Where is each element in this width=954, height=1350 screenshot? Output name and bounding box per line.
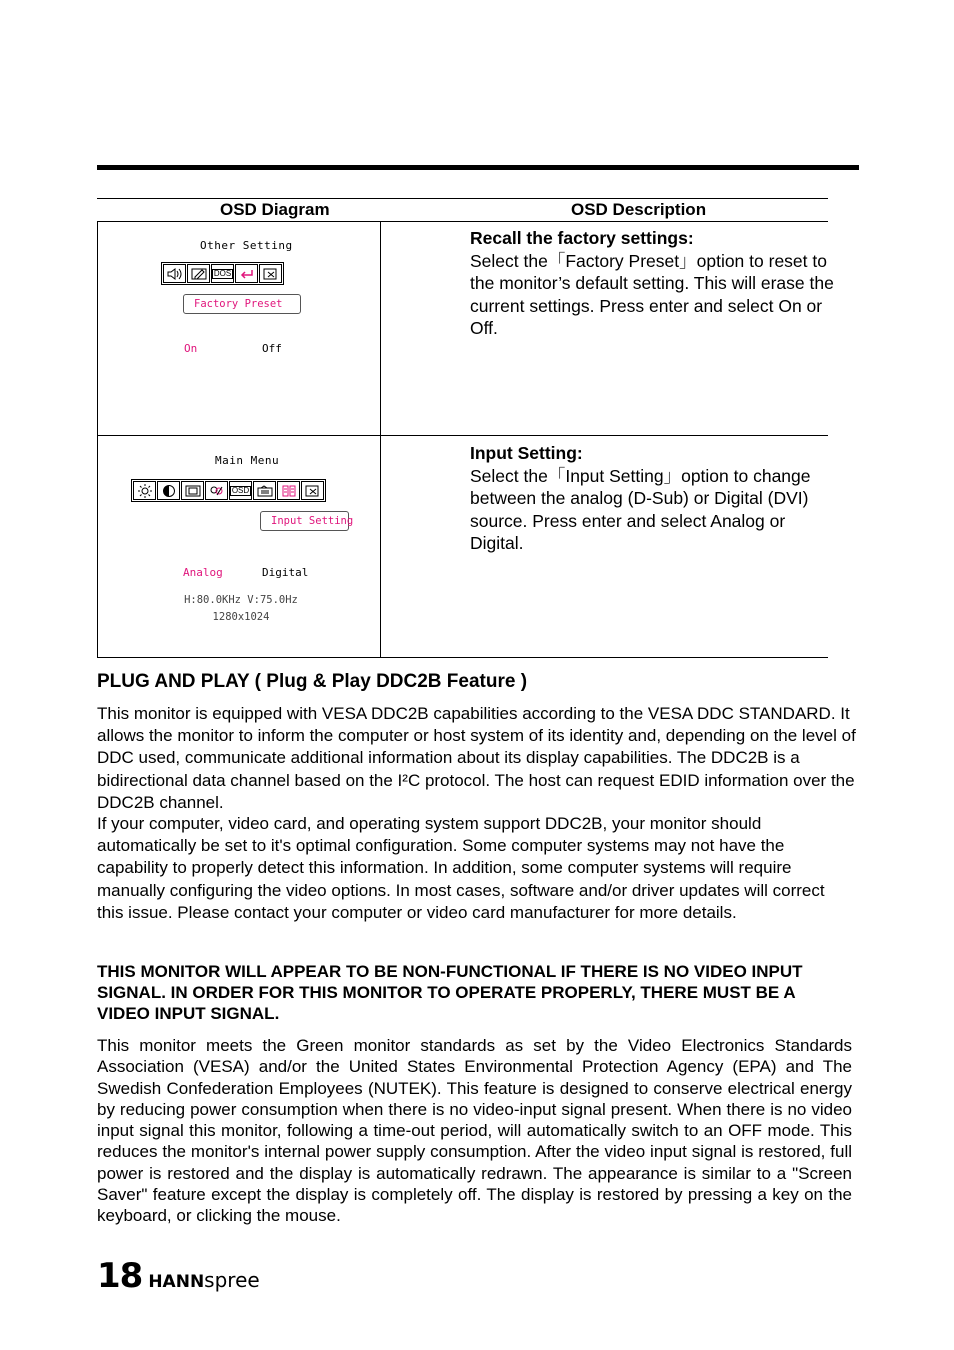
- osd-icon-bar: [161, 262, 284, 285]
- header-osd-description: OSD Description: [571, 200, 707, 219]
- desc-text: Select the「Input Setting」option to change between the analog (D-Sub) or Digital (DVI) source. Press enter and select Analog or Digital.: [470, 465, 811, 553]
- geometry-icon: [181, 481, 204, 500]
- osd-icon-bar: [131, 479, 326, 502]
- header-osd-diagram: OSD Diagram: [220, 200, 330, 219]
- brightness-icon: [133, 481, 156, 500]
- page-footer: [97, 1256, 260, 1296]
- osd-diagram-main-menu: [97, 436, 381, 657]
- exit-icon: [259, 264, 282, 283]
- frequency-readout: H:80.0KHz V:75.0Hz: [184, 594, 298, 606]
- input-icon: [277, 481, 300, 500]
- desc-factory-preset: [470, 227, 840, 340]
- osd-diagram-other-setting: [97, 221, 381, 435]
- osd-icon: OSD: [229, 481, 252, 500]
- submenu-factory-preset: Factory Preset: [183, 294, 301, 314]
- paragraph-ddc2b: This monitor is equipped with VESA DDC2B capabilities according to the VESA DDC STANDARD. It allows the monitor to inform the computer or host system of its identity and, depending on the level of DDC used, communicate additional information about its display capabilities. The DDC2B is a bidirectional data channel based on the I²C protocol. The host can request EDID information over the DDC2B channel.: [97, 704, 856, 812]
- color-icon: [205, 481, 228, 500]
- option-digital: Digital: [262, 566, 309, 579]
- paragraph-ddc2b-support: If your computer, video card, and operating system support DDC2B, your monitor should automatically be set to it's optimal configuration. Some computer systems may not have the capability to properly detect this information. In addition, some computer systems will require manually configuring the video options. In most cases, software and/or driver updates will correct this issue. Please contact your computer or video card manufacturer for more details.: [97, 814, 825, 922]
- return-icon: [235, 264, 258, 283]
- brand-logo-bold: HANN: [148, 1272, 205, 1292]
- resolution-readout: 1280x1024: [212, 611, 270, 623]
- desc-title: Input Setting:: [470, 443, 583, 463]
- submenu-input-setting: Input Setting: [260, 511, 349, 531]
- contrast-icon: [157, 481, 180, 500]
- section-title-plug-and-play: PLUG AND PLAY ( Plug & Play DDC2B Feature ): [97, 671, 528, 692]
- table-row-input-setting: [97, 436, 828, 658]
- desc-text: Select the「Factory Preset」option to reset to the monitor’s default setting. This will erase the current settings. Press enter and select On or Off.: [470, 250, 834, 338]
- warning-no-signal: THIS MONITOR WILL APPEAR TO BE NON-FUNCTIONAL IF THERE IS NO VIDEO INPUT SIGNAL. IN ORDER FOR THIS MONITOR TO OPERATE PROPERLY, THERE MUST BE A VIDEO INPUT SIGNAL.: [97, 962, 803, 1023]
- desc-title: Recall the factory settings:: [470, 228, 694, 248]
- option-on: On: [184, 342, 198, 355]
- desc-input-setting: [470, 442, 840, 555]
- pencil-icon: [187, 264, 210, 283]
- option-analog: Analog: [183, 566, 223, 579]
- paragraph-green-standards: This monitor meets the Green monitor standards as set by the Video Electronics Standards Association (VESA) and/or the United States Environmental Protection Agency (EPA) and The Swedish Confederation Employees (NUTEK). This feature is designed to conserve electrical energy by reducing power consumption when there is no video-input signal present. When there is no video input signal this monitor, following a time-out period, will automatically switch to an OFF mode. This reduces the monitor's internal power supply consumption. After the video input signal is restored, full power is restored and the display is automatically redrawn. The appearance is similar to a "Screen Saver" feature except the display is completely off. The display is restored by pressing a key on the keyboard, or clicking the mouse.: [97, 1036, 852, 1226]
- table-row-factory-preset: [97, 221, 834, 436]
- page-number: 18: [97, 1256, 143, 1296]
- brand-logo-light: spree: [204, 1268, 260, 1292]
- exit-icon: [301, 481, 324, 500]
- osd-menu-title: Other Setting: [200, 239, 293, 252]
- header-rule: [97, 165, 859, 170]
- speaker-icon: [163, 264, 186, 283]
- table-header: [97, 198, 828, 222]
- other-icon: [253, 481, 276, 500]
- dos-icon: DOS: [211, 264, 234, 283]
- option-off: Off: [262, 342, 282, 355]
- osd-menu-title: Main Menu: [215, 454, 280, 467]
